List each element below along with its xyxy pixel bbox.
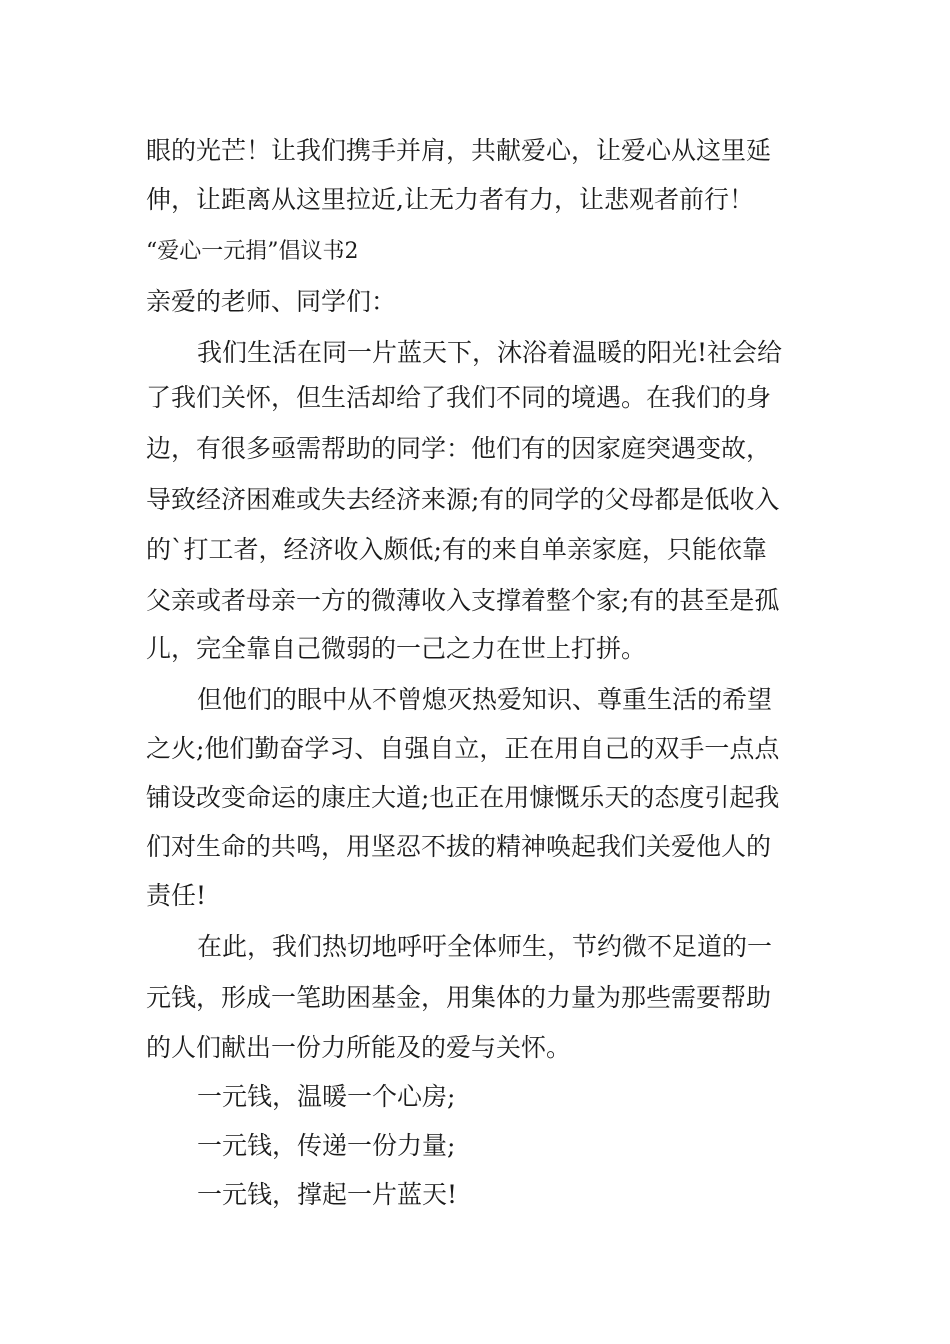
paragraph-line: 在此，我们热切地呼吁全体师生，节约微不足道的一	[197, 932, 773, 961]
slogan-line: 一元钱，传递一份力量;	[197, 1131, 456, 1160]
slogan-line: 一元钱，撑起一片蓝天!	[197, 1180, 458, 1209]
paragraph-line: 儿，完全靠自己微弱的一己之力在世上打拼。	[146, 634, 647, 663]
paragraph-line: 边，有很多亟需帮助的同学：他们有的因家庭突遇变故，	[146, 434, 772, 463]
paragraph-line: 但他们的眼中从不曾熄灭热爱知识、尊重生活的希望	[197, 685, 773, 714]
paragraph-line: 导致经济困难或失去经济来源;有的同学的父母都是低收入	[146, 485, 780, 514]
paragraph-line: 责任!	[146, 881, 207, 910]
paragraph-line: 的人们献出一份力所能及的爱与关怀。	[146, 1033, 572, 1062]
slogan-line: 一元钱，温暖一个心房;	[197, 1082, 456, 1111]
paragraph-line: 铺设改变命运的康庄大道;也正在用慷慨乐天的态度引起我	[146, 783, 780, 812]
salutation: 亲爱的老师、同学们：	[146, 287, 397, 316]
text-line: 伸，让距离从这里拉近,让无力者有力，让悲观者前行！	[146, 185, 754, 214]
paragraph-line: 元钱，形成一笔助困基金，用集体的力量为那些需要帮助	[146, 983, 772, 1012]
paragraph-line: 的`打工者，经济收入颇低;有的来自单亲家庭，只能依靠	[146, 535, 767, 564]
paragraph-line: 父亲或者母亲一方的微薄收入支撑着整个家;有的甚至是孤	[146, 586, 780, 615]
paragraph-line: 了我们关怀，但生活却给了我们不同的境遇。在我们的身	[146, 383, 772, 412]
paragraph-line: 们对生命的共鸣，用坚忍不拔的精神唤起我们关爱他人的	[146, 832, 772, 861]
section-title: “爱心一元捐”倡议书2	[146, 239, 359, 264]
text-line: 眼的光芒！让我们携手并肩，共献爱心，让爱心从这里延	[146, 136, 772, 165]
paragraph-line: 我们生活在同一片蓝天下，沐浴着温暖的阳光!社会给	[197, 338, 783, 367]
paragraph-line: 之火;他们勤奋学习、自强自立，正在用自己的双手一点点	[146, 734, 780, 763]
